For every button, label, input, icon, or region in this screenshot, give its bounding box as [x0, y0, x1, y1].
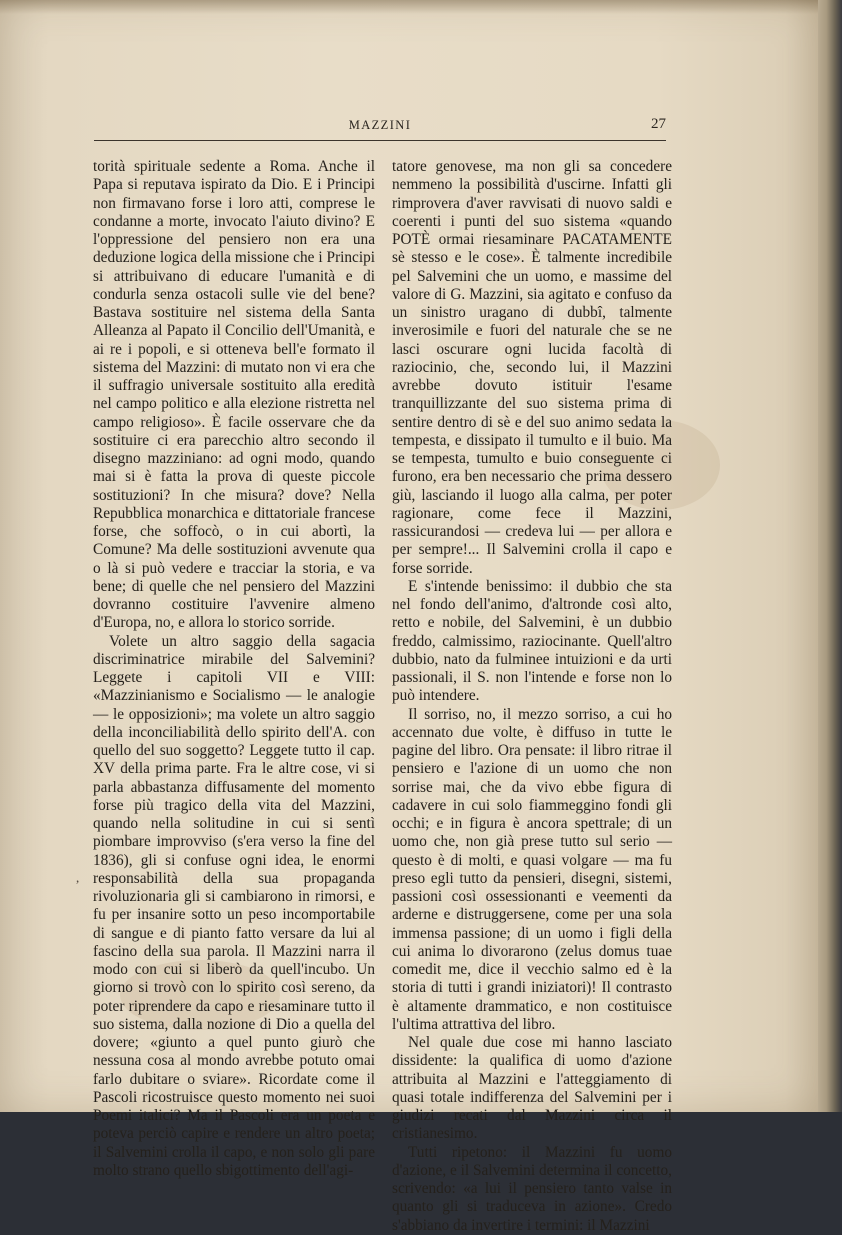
header-rule [94, 140, 666, 141]
right-paragraph-1: tatore genovese, ma non gli sa concedere nemmeno la possibilità d'uscirne. Infatti gli rimprovera d'aver ravvisati di nuovo saldi e coerenti i punti del suo sistema «quando POTÈ ormai riesaminare PACATAMENTE sè stesso e le cose». È talmente incredibile pel Salvemini che un uomo, e massime del valore di G. Mazzini, sia agitato e confuso da un sinistro uragano di dubbî, talmente inverosimile e fuori del naturale che se ne lasci oscurare ogni lucida facoltà di raziocinio, che, secondo lui, il Mazzini avrebbe dovuto istituir l'esame tranquillizzante del suo sistema prima di sentire dentro di sè e del suo animo sedata la tempesta, e dissipato il tumulto e il buio. Ma se tempesta, tumulto e buio conseguente ci furono, era ben necessario che prima dessero giù, lasciando il luogo alla calma, per poter ragionare, come fece il Mazzini, rassicurandosi — credeva lui — per allora e per sempre!... Il Salvemini crolla il capo e forse sorride. [392, 158, 672, 577]
page-top-shadow [0, 0, 818, 14]
right-paragraph-3: Il sorriso, no, il mezzo sorriso, a cui ho accennato due volte, è diffuso in tutte le pagine del libro. Ora pensate: il libro ritrae il pensiero e l'azione di un uomo che non sorrise mai, che da vivo ebbe figura di cadavere in cui solo fiammeggino fondi gli occhi; e in figura è ancora spettrale; di un uomo che, non già prese tutto sul serio — questo è di molti, e quasi volgare — ma fu preso egli tutto da pensieri, disegni, sistemi, passioni così ossessionanti e veementi da arderne e distruggersene, come per una sola immensa passione; di un uomo i figli della cui anima lo divorarono (zelus domus tuae comedit me, dice il vecchio salmo ed è la storia di tutti i grandi iniziatori)! Il contrasto è altamente drammatico, e non costituisce l'ultima attrattiva del libro. [392, 705, 672, 1033]
right-paragraph-5: Tutti ripetono: il Mazzini fu uomo d'azione, e il Salvemini determina il concetto, scrivendo: «a lui il pensiero tanto valse in quanto gli si traduceva in azione». Credo s'abbiano da invertire i termini: il Mazzini [392, 1143, 672, 1234]
right-paragraph-2: E s'intende benissimo: il dubbio che sta nel fondo dell'animo, d'altronde così alto, retto e nobile, del Salvemini, è un dubbio freddo, calmissimo, raziocinante. Quell'altro dubbio, nato da fulminee intuizioni e da urti passionali, il S. non l'intende e forse non lo può intendere. [392, 577, 672, 705]
margin-mark: , [76, 870, 80, 885]
page-number: 27 [651, 116, 666, 132]
left-paragraph-1: torità spirituale sedente a Roma. Anche il Papa si reputava ispirato da Dio. E i Principi non firmavano forse i loro atti, comprese le condanne a morte, invocato l'aiuto divino? E l'oppressione del pensiero non era una deduzione logica della missione che i Principi si attribuivano di educare l'umanità e di condurla senza ostacoli sulle vie del bene? Bastava sostituire nel sistema della Santa Alleanza al Papato il Concilio dell'Umanità, e ai re i popoli, e si otteneva bell'e formato il sistema del Mazzini: di mutato non vi era che il suffragio universale sostituito alla eredità nel campo politico e alla elezione ristretta nel campo religioso». È facile osservare che da sostituire ci era parecchio altro secondo il disegno mazziniano: ad ogni modo, quando mai si è fatta la prova di queste piccole sostituzioni? In che misura? dove? Nella Repubblica monarchica e dittatoriale francese forse, che soffocò, o in cui abortì, la Comune? Ma delle sostituzioni avvenute qua o là si può vedere e tracciar la storia, e va bene; di quelle che nel pensiero del Mazzini dovranno costituire l'avvenire almeno d'Europa, no, e allora lo storico sorride. [93, 158, 375, 632]
running-head [94, 116, 666, 138]
left-paragraph-2: Volete un altro saggio della sagacia discriminatrice mirabile del Salvemini? Leggete i capitoli VII e VIII: «Mazzinianismo e Socialismo — le analogie — le opposizioni»; ma volete un altro saggio della inconciliabilità dello spirito dell'A. con quello del suo soggetto? Leggete tutto il cap. XV della prima parte. Fra le altre cose, vi si parla abbastanza diffusamente del momento forse più tragico della vita del Mazzini, quando nella solitudine in cui si sentì piombare improvviso (s'era verso la fine del 1836), gli si confuse ogni idea, le enormi responsabilità della sua propaganda rivoluzionaria gli si cambiarono in rimorsi, e fu per insanire sotto un peso incomportabile di sangue e di pianto fatto versare da lui al fascino della sua parola. Il Mazzini narra il modo con cui si liberò da quell'incubo. Un giorno si trovò con lo spirito così sereno, da poter riprendere da capo e riesaminare tutto il suo sistema, dalla nozione di Dio a quella del dovere; «giunto a quel punto giurò che nessuna cosa al mondo avrebbe potuto omai farlo dubitare o sviare». Ricordate come il Pascoli ricostruisce questo momento nei suoi Poemi italici? Ma il Pascoli era un poeta e poteva perciò capire e rendere un altro poeta; il Salvemini crolla il capo, e non solo gli pare molto strano quello sbigottimento dell'agi- [93, 632, 375, 1179]
left-column [93, 158, 375, 1180]
running-head-title: MAZZINI [348, 118, 412, 132]
right-column [392, 158, 672, 1235]
right-paragraph-4: Nel quale due cose mi hanno lasciato dissidente: la qualifica di uomo d'azione attribuita al Mazzini e l'atteggiamento di quasi totale indifferenza del Salvemini per i giudizi recati dal Mazzini circa il cristianesimo. [392, 1034, 672, 1143]
page-edge-shadow [818, 0, 842, 1112]
